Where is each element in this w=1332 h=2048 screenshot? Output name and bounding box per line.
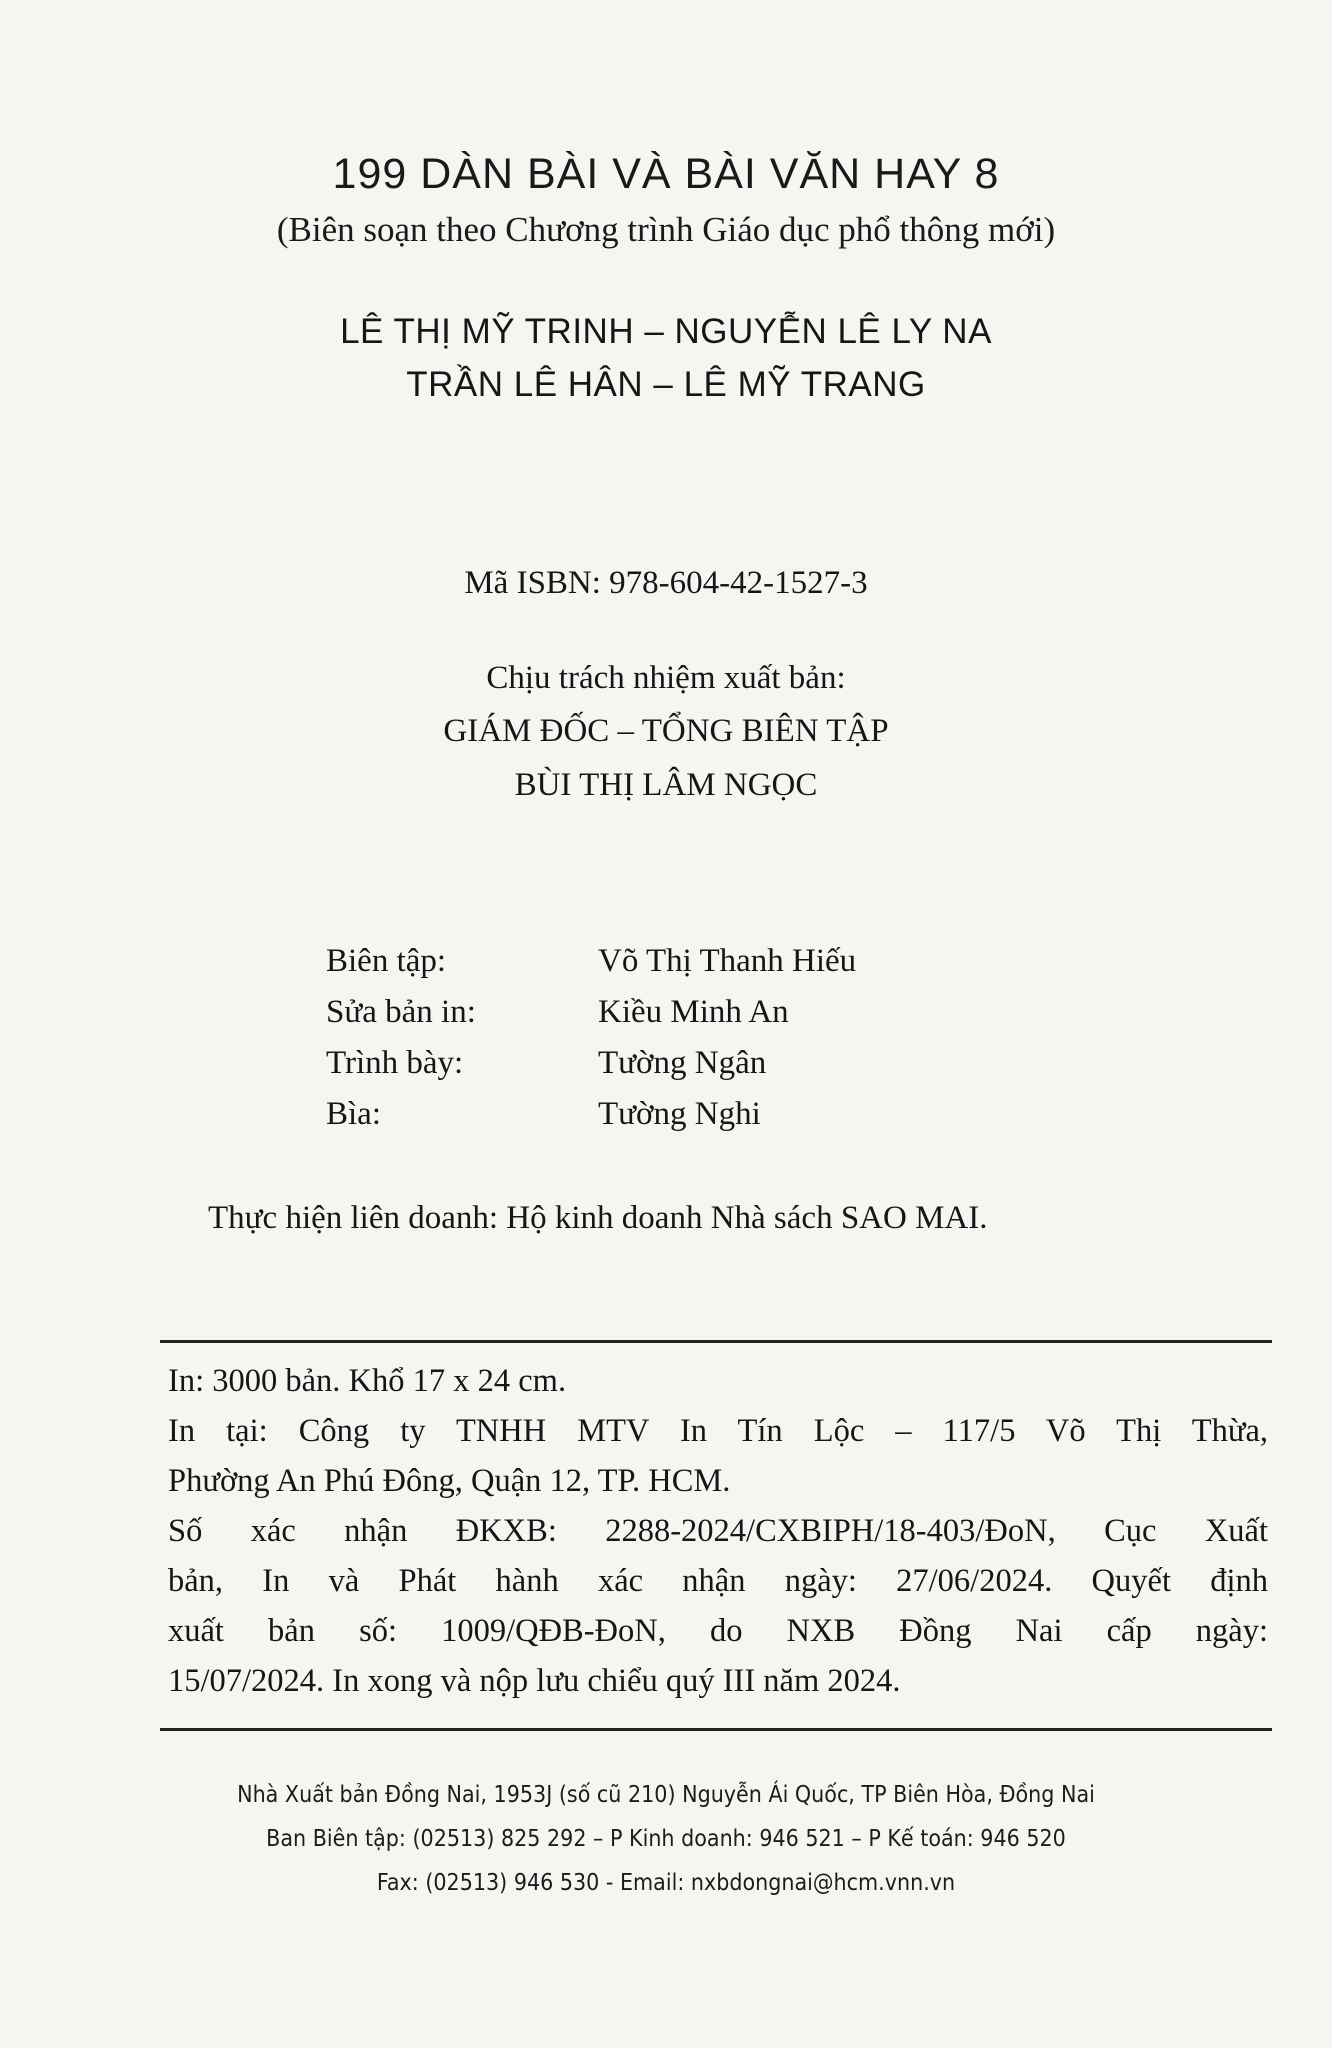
credit-role: Sửa bản in: [326, 994, 476, 1030]
print-info [168, 1356, 1268, 1706]
authors-line-1: LÊ THỊ MỸ TRINH – NGUYỄN LÊ LY NA [340, 312, 992, 351]
divider-top [160, 1340, 1272, 1343]
responsibility-label: Chịu trách nhiệm xuất bản: [486, 660, 846, 696]
joint-venture-line: Thực hiện liên doanh: Hộ kinh doanh Nhà sách SAO MAI. [208, 1200, 988, 1236]
publisher-address: Nhà Xuất bản Đồng Nai, 1953J (số cũ 210) Nguyễn Ái Quốc, TP Biên Hòa, Đồng Nai [237, 1780, 1095, 1808]
publisher-phones: Ban Biên tập: (02513) 825 292 – P Kinh doanh: 946 521 – P Kế toán: 946 520 [266, 1824, 1066, 1852]
decision-line: xuất bản số: 1009/QĐB-ĐoN, do NXB Đồng Nai cấp ngày: [168, 1613, 1268, 1649]
printer-line: In tại: Công ty TNHH MTV In Tín Lộc – 117/5 Võ Thị Thừa, [168, 1413, 1268, 1449]
credit-role: Bìa: [326, 1096, 381, 1132]
isbn: Mã ISBN: 978-604-42-1527-3 [464, 565, 868, 601]
book-subtitle: (Biên soạn theo Chương trình Giáo dục phổ thông mới) [276, 210, 1056, 249]
responsibility-title: GIÁM ĐỐC – TỔNG BIÊN TẬP [443, 713, 889, 749]
printer-address: Phường An Phú Đông, Quận 12, TP. HCM. [168, 1463, 731, 1499]
registration-line: bản, In và Phát hành xác nhận ngày: 27/06/2024. Quyết định [168, 1563, 1268, 1599]
registration-line: Số xác nhận ĐKXB: 2288-2024/CXBIPH/18-403/ĐoN, Cục Xuất [168, 1513, 1268, 1549]
authors-line-2: TRẦN LÊ HÂN – LÊ MỸ TRANG [406, 365, 926, 404]
credit-person: Tường Ngân [598, 1045, 767, 1081]
responsibility-name: BÙI THỊ LÂM NGỌC [514, 767, 818, 803]
book-title: 199 DÀN BÀI VÀ BÀI VĂN HAY 8 [332, 150, 1000, 198]
divider-bottom [160, 1728, 1272, 1731]
credit-person: Kiều Minh An [598, 994, 789, 1030]
publisher-contact: Fax: (02513) 946 530 - Email: nxbdongnai@hcm.vnn.vn [376, 1868, 956, 1896]
publisher-info [80, 1772, 1252, 1904]
credit-role: Biên tập: [326, 943, 447, 979]
deposit-line: 15/07/2024. In xong và nộp lưu chiểu quý III năm 2024. [168, 1663, 901, 1699]
credit-person: Tường Nghi [598, 1096, 761, 1132]
credit-role: Trình bày: [326, 1045, 464, 1081]
credit-person: Võ Thị Thanh Hiếu [598, 943, 857, 979]
print-run: In: 3000 bản. Khổ 17 x 24 cm. [168, 1363, 567, 1399]
